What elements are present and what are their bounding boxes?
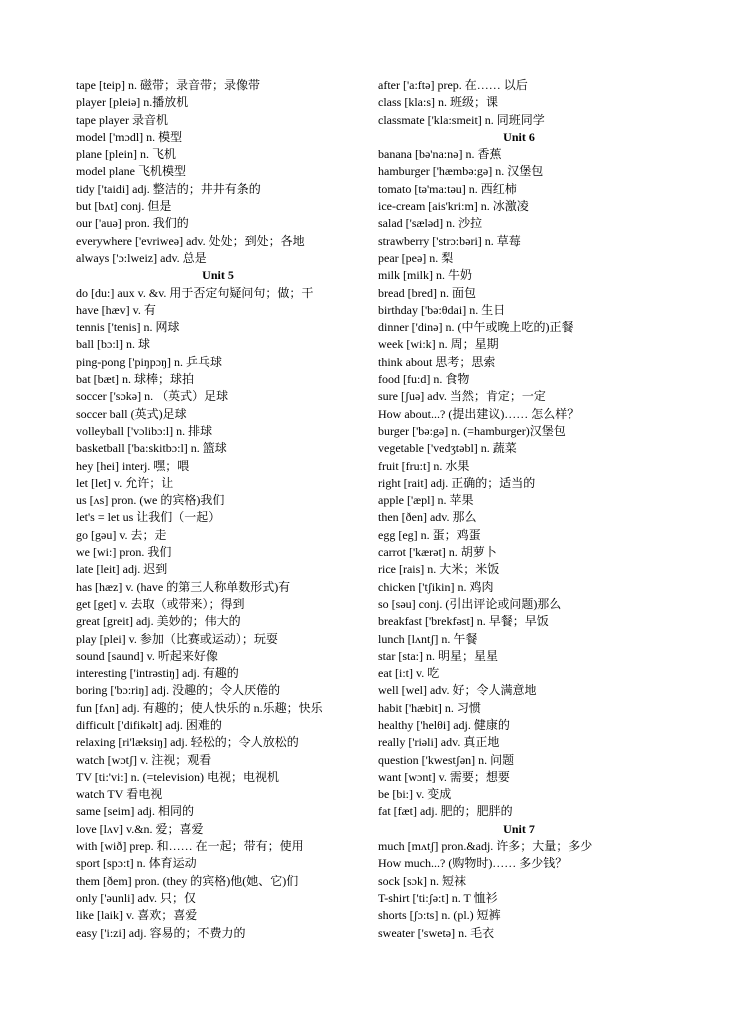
- vocab-entry: tidy ['taidi] adj. 整洁的；井井有条的: [76, 181, 261, 196]
- vocab-entry: How about...? (提出建议)…… 怎么样？: [378, 406, 580, 421]
- vocab-entry: interesting ['intrəstiŋ] adj. 有趣的: [76, 666, 239, 681]
- vocab-entry: fun [fʌn] adj. 有趣的；使人快乐的 n.乐趣；快乐: [76, 700, 323, 715]
- vocab-entry: want [wɔnt] v. 需要；想要: [378, 769, 510, 784]
- vocab-entry: sound [saund] v. 听起来好像: [76, 648, 218, 663]
- vocab-entry: get [get] v. 去取（或带来）；得到: [76, 596, 245, 611]
- vocab-entry: with [wið] prep. 和…… 在一起；带有；使用: [76, 839, 304, 854]
- vocab-entry: player [pleiə] n.播放机: [76, 95, 189, 110]
- vocab-entry: egg [eg] n. 蛋；鸡蛋: [378, 527, 481, 542]
- vocab-entry: difficult ['difikəlt] adj. 困难的: [76, 717, 222, 732]
- vocab-entry: food [fu:d] n. 食物: [378, 372, 470, 387]
- vocab-entry: lunch [lʌntʃ] n. 午餐: [378, 631, 478, 646]
- vocab-entry: right [rait] adj. 正确的；适当的: [378, 475, 536, 490]
- vocab-entry: fruit [fru:t] n. 水果: [378, 458, 470, 473]
- vocab-entry: us [ʌs] pron. (we 的宾格)我们: [76, 493, 225, 508]
- vocab-entry: ice-cream [ais'kri:m] n. 冰激凌: [378, 199, 529, 214]
- vocab-entry: go [gəu] v. 去；走: [76, 527, 167, 542]
- vocab-entry: How much...? (购物时)…… 多少钱？: [378, 856, 568, 871]
- vocab-entry: sock [sɔk] n. 短袜: [378, 873, 466, 888]
- vocab-entry: apple ['æpl] n. 苹果: [378, 493, 474, 508]
- vocab-entry: burger ['bə:gə] n. (=hamburger)汉堡包: [378, 423, 566, 438]
- vocab-entry: but [bʌt] conj. 但是: [76, 199, 172, 214]
- vocab-entry: do [du:] aux v. &v. 用于否定句疑问句；做；干: [76, 285, 314, 300]
- vocab-entry: question ['kwestʃən] n. 问题: [378, 752, 515, 767]
- vocab-entry: eat [i:t] v. 吃: [378, 666, 440, 681]
- vocab-entry: birthday ['bə:θdai] n. 生日: [378, 302, 506, 317]
- vocab-entry: has [hæz] v. (have 的第三人称单数形式)有: [76, 579, 291, 594]
- vocab-entry: them [ðem] pron. (they 的宾格)他(她、它)们: [76, 873, 299, 888]
- vocab-entry: chicken ['tʃikin] n. 鸡肉: [378, 579, 494, 594]
- left-column: [76, 77, 366, 942]
- vocab-entry: healthy ['helθi] adj. 健康的: [378, 717, 510, 732]
- vocab-entry: salad ['sæləd] n. 沙拉: [378, 216, 483, 231]
- vocab-entry: let's = let us 让我们（一起）: [76, 510, 221, 525]
- vocab-entry: bread [bred] n. 面包: [378, 285, 476, 300]
- vocab-entry: classmate ['kla:smeit] n. 同班同学: [378, 112, 545, 127]
- vocab-entry: always ['ɔ:lweiz] adv. 总是: [76, 250, 207, 265]
- vocab-entry: like [laik] v. 喜欢；喜爱: [76, 908, 198, 923]
- vocab-entry: T-shirt ['ti:ʃə:t] n. T 恤衫: [378, 890, 498, 905]
- vocab-entry: vegetable ['vedʒtəbl] n. 蔬菜: [378, 441, 517, 456]
- vocab-entry: then [ðen] adv. 那么: [378, 510, 477, 525]
- unit-heading: Unit 5: [202, 268, 234, 283]
- vocab-entry: shorts [ʃɔ:ts] n. (pl.) 短裤: [378, 908, 501, 923]
- vocab-entry: hey [hei] interj. 嘿；喂: [76, 458, 190, 473]
- vocab-entry: sweater ['swetə] n. 毛衣: [378, 925, 495, 940]
- vocab-entry: sport [spɔ:t] n. 体育运动: [76, 856, 197, 871]
- vocab-entry: ball [bɔ:l] n. 球: [76, 337, 150, 352]
- vocab-entry: class [kla:s] n. 班级；课: [378, 95, 498, 110]
- unit-heading: Unit 7: [503, 821, 535, 836]
- vocab-entry: model ['mɔdl] n. 模型: [76, 129, 183, 144]
- vocab-entry: soccer ['sɔkə] n. （英式）足球: [76, 389, 229, 404]
- vocab-entry: well [wel] adv. 好；令人满意地: [378, 683, 537, 698]
- vocab-entry: great [greit] adj. 美妙的；伟大的: [76, 614, 241, 629]
- vocab-entry: hamburger ['hæmbə:gə] n. 汉堡包: [378, 164, 544, 179]
- vocab-entry: relaxing [ri'læksiŋ] adj. 轻松的；令人放松的: [76, 735, 299, 750]
- vocab-entry: our ['auə] pron. 我们的: [76, 216, 189, 231]
- right-column: [378, 77, 678, 942]
- vocab-entry: watch [wɔtʃ] v. 注视；观看: [76, 752, 212, 767]
- vocab-entry: dinner ['dinə] n. (中午或晚上吃的)正餐: [378, 320, 574, 335]
- vocab-entry: ping-pong ['piŋpɔŋ] n. 乒乓球: [76, 354, 223, 369]
- vocab-entry: think about 思考；思索: [378, 354, 496, 369]
- vocab-entry: pear [peə] n. 梨: [378, 250, 454, 265]
- vocab-entry: basketball ['ba:skitbɔ:l] n. 篮球: [76, 441, 227, 456]
- vocab-entry: play [plei] v. 参加（比赛或运动）；玩耍: [76, 631, 278, 646]
- vocab-entry: much [mʌtʃ] pron.&adj. 许多；大量；多少: [378, 839, 593, 854]
- vocab-entry: everywhere ['evriweə] adv. 处处；到处；各地: [76, 233, 305, 248]
- vocab-entry: only ['əunli] adv. 只；仅: [76, 890, 197, 905]
- vocab-entry: model plane 飞机模型: [76, 164, 186, 179]
- vocab-entry: late [leit] adj. 迟到: [76, 562, 168, 577]
- vocab-entry: rice [rais] n. 大米；米饭: [378, 562, 500, 577]
- vocab-entry: tomato [tə'ma:təu] n. 西红柿: [378, 181, 517, 196]
- vocab-entry: so [səu] conj. (引出评论或问题)那么: [378, 596, 562, 611]
- vocab-entry: we [wi:] pron. 我们: [76, 545, 172, 560]
- vocab-entry: tennis ['tenis] n. 网球: [76, 320, 180, 335]
- vocab-entry: love [lʌv] v.&n. 爱；喜爱: [76, 821, 204, 836]
- vocab-entry: volleyball ['vɔlibɔ:l] n. 排球: [76, 423, 213, 438]
- unit-heading: Unit 6: [503, 129, 535, 144]
- vocab-entry: fat [fæt] adj. 肥的；肥胖的: [378, 804, 513, 819]
- vocab-entry: carrot ['kærət] n. 胡萝卜: [378, 545, 497, 560]
- vocab-entry: be [bi:] v. 变成: [378, 787, 452, 802]
- vocab-entry: tape [teip] n. 磁带；录音带；录像带: [76, 78, 260, 92]
- vocab-entry: week [wi:k] n. 周；星期: [378, 337, 499, 352]
- vocab-entry: breakfast ['brekfəst] n. 早餐；早饭: [378, 614, 549, 629]
- vocab-entry: tape player 录音机: [76, 112, 168, 127]
- vocab-entry: banana [bə'na:nə] n. 香蕉: [378, 147, 502, 162]
- vocab-entry: plane [plein] n. 飞机: [76, 147, 176, 162]
- vocab-entry: bat [bæt] n. 球棒；球拍: [76, 372, 194, 387]
- vocab-entry: strawberry ['strɔ:bəri] n. 草莓: [378, 233, 521, 248]
- vocab-entry: star [sta:] n. 明星；星星: [378, 648, 498, 663]
- vocab-entry: milk [milk] n. 牛奶: [378, 268, 472, 283]
- vocab-entry: same [seim] adj. 相同的: [76, 804, 194, 819]
- vocab-entry: after ['a:ftə] prep. 在…… 以后: [378, 78, 528, 92]
- vocab-entry: watch TV 看电视: [76, 787, 163, 802]
- vocab-entry: let [let] v. 允许；让: [76, 475, 174, 490]
- vocab-entry: easy ['i:zi] adj. 容易的；不费力的: [76, 925, 246, 940]
- vocab-entry: TV [ti:'vi:] n. (=television) 电视；电视机: [76, 769, 280, 784]
- vocab-entry: soccer ball (英式)足球: [76, 406, 187, 421]
- vocab-entry: boring ['bɔ:riŋ] adj. 没趣的；令人厌倦的: [76, 683, 281, 698]
- vocab-entry: habit ['hæbit] n. 习惯: [378, 700, 481, 715]
- vocab-entry: have [hæv] v. 有: [76, 302, 156, 317]
- vocab-entry: really ['riəli] adv. 真正地: [378, 735, 500, 750]
- vocab-entry: sure [ʃuə] adv. 当然；肯定；一定: [378, 389, 546, 404]
